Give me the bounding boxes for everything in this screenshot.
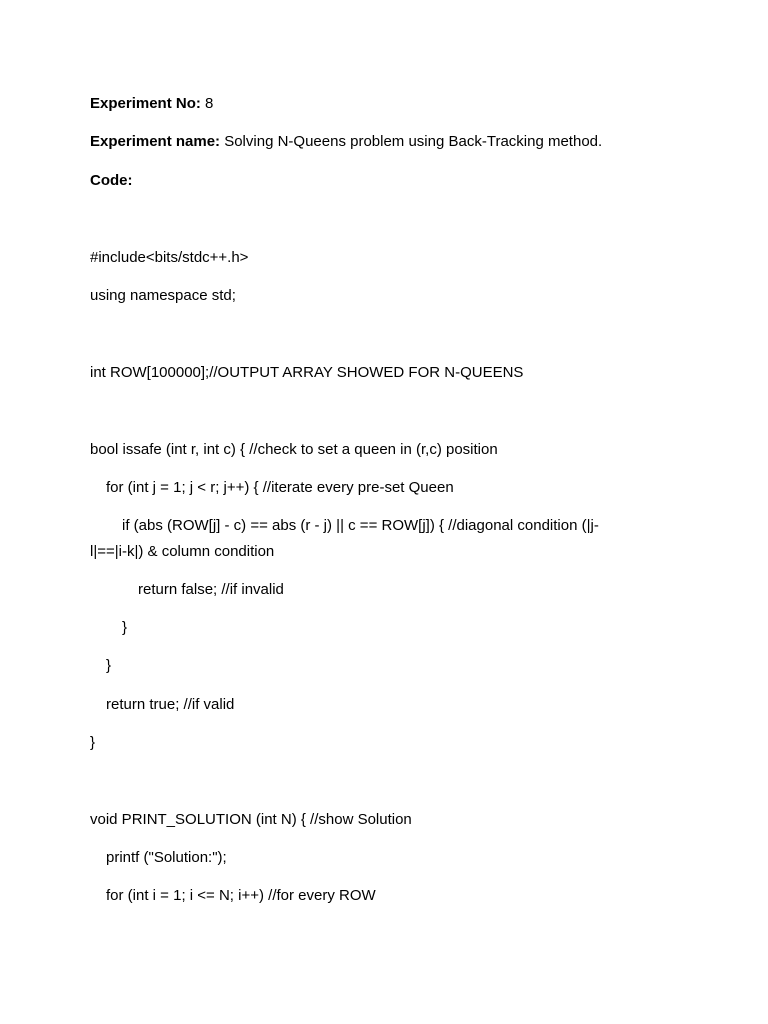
code-line: if (abs (ROW[j] - c) == abs (r - j) || c == ROW[j]) { //diagonal condition (|j-	[122, 517, 599, 534]
code-line: }	[90, 734, 96, 751]
experiment-number-value: 8	[200, 95, 214, 112]
code-line: for (int i = 1; i <= N; i++) //for every ROW	[106, 887, 376, 904]
code-line: return false; //if invalid	[138, 581, 284, 598]
experiment-name-label: Experiment name:	[90, 133, 221, 150]
code-line: return true; //if valid	[106, 696, 235, 713]
code-line: void PRINT_SOLUTION (int N) { //show Solution	[90, 811, 412, 828]
code-line: using namespace std;	[90, 287, 236, 304]
code-line: for (int j = 1; j < r; j++) { //iterate every pre-set Queen	[106, 479, 454, 496]
experiment-number-line	[90, 94, 213, 114]
code-line: l|==|i-k|) & column condition	[90, 543, 275, 560]
experiment-name-value: Solving N-Queens problem using Back-Tracking method.	[220, 133, 603, 150]
code-line: }	[106, 657, 112, 674]
code-line: printf ("Solution:");	[106, 849, 227, 866]
experiment-number-label: Experiment No:	[90, 95, 201, 112]
code-line: int ROW[100000];//OUTPUT ARRAY SHOWED FOR N-QUEENS	[90, 364, 524, 381]
experiment-name-line	[90, 132, 602, 152]
code-line: }	[122, 619, 128, 636]
code-line: bool issafe (int r, int c) { //check to set a queen in (r,c) position	[90, 441, 498, 458]
code-line: #include<bits/stdc++.h>	[90, 249, 249, 266]
code-label: Code:	[90, 172, 133, 189]
